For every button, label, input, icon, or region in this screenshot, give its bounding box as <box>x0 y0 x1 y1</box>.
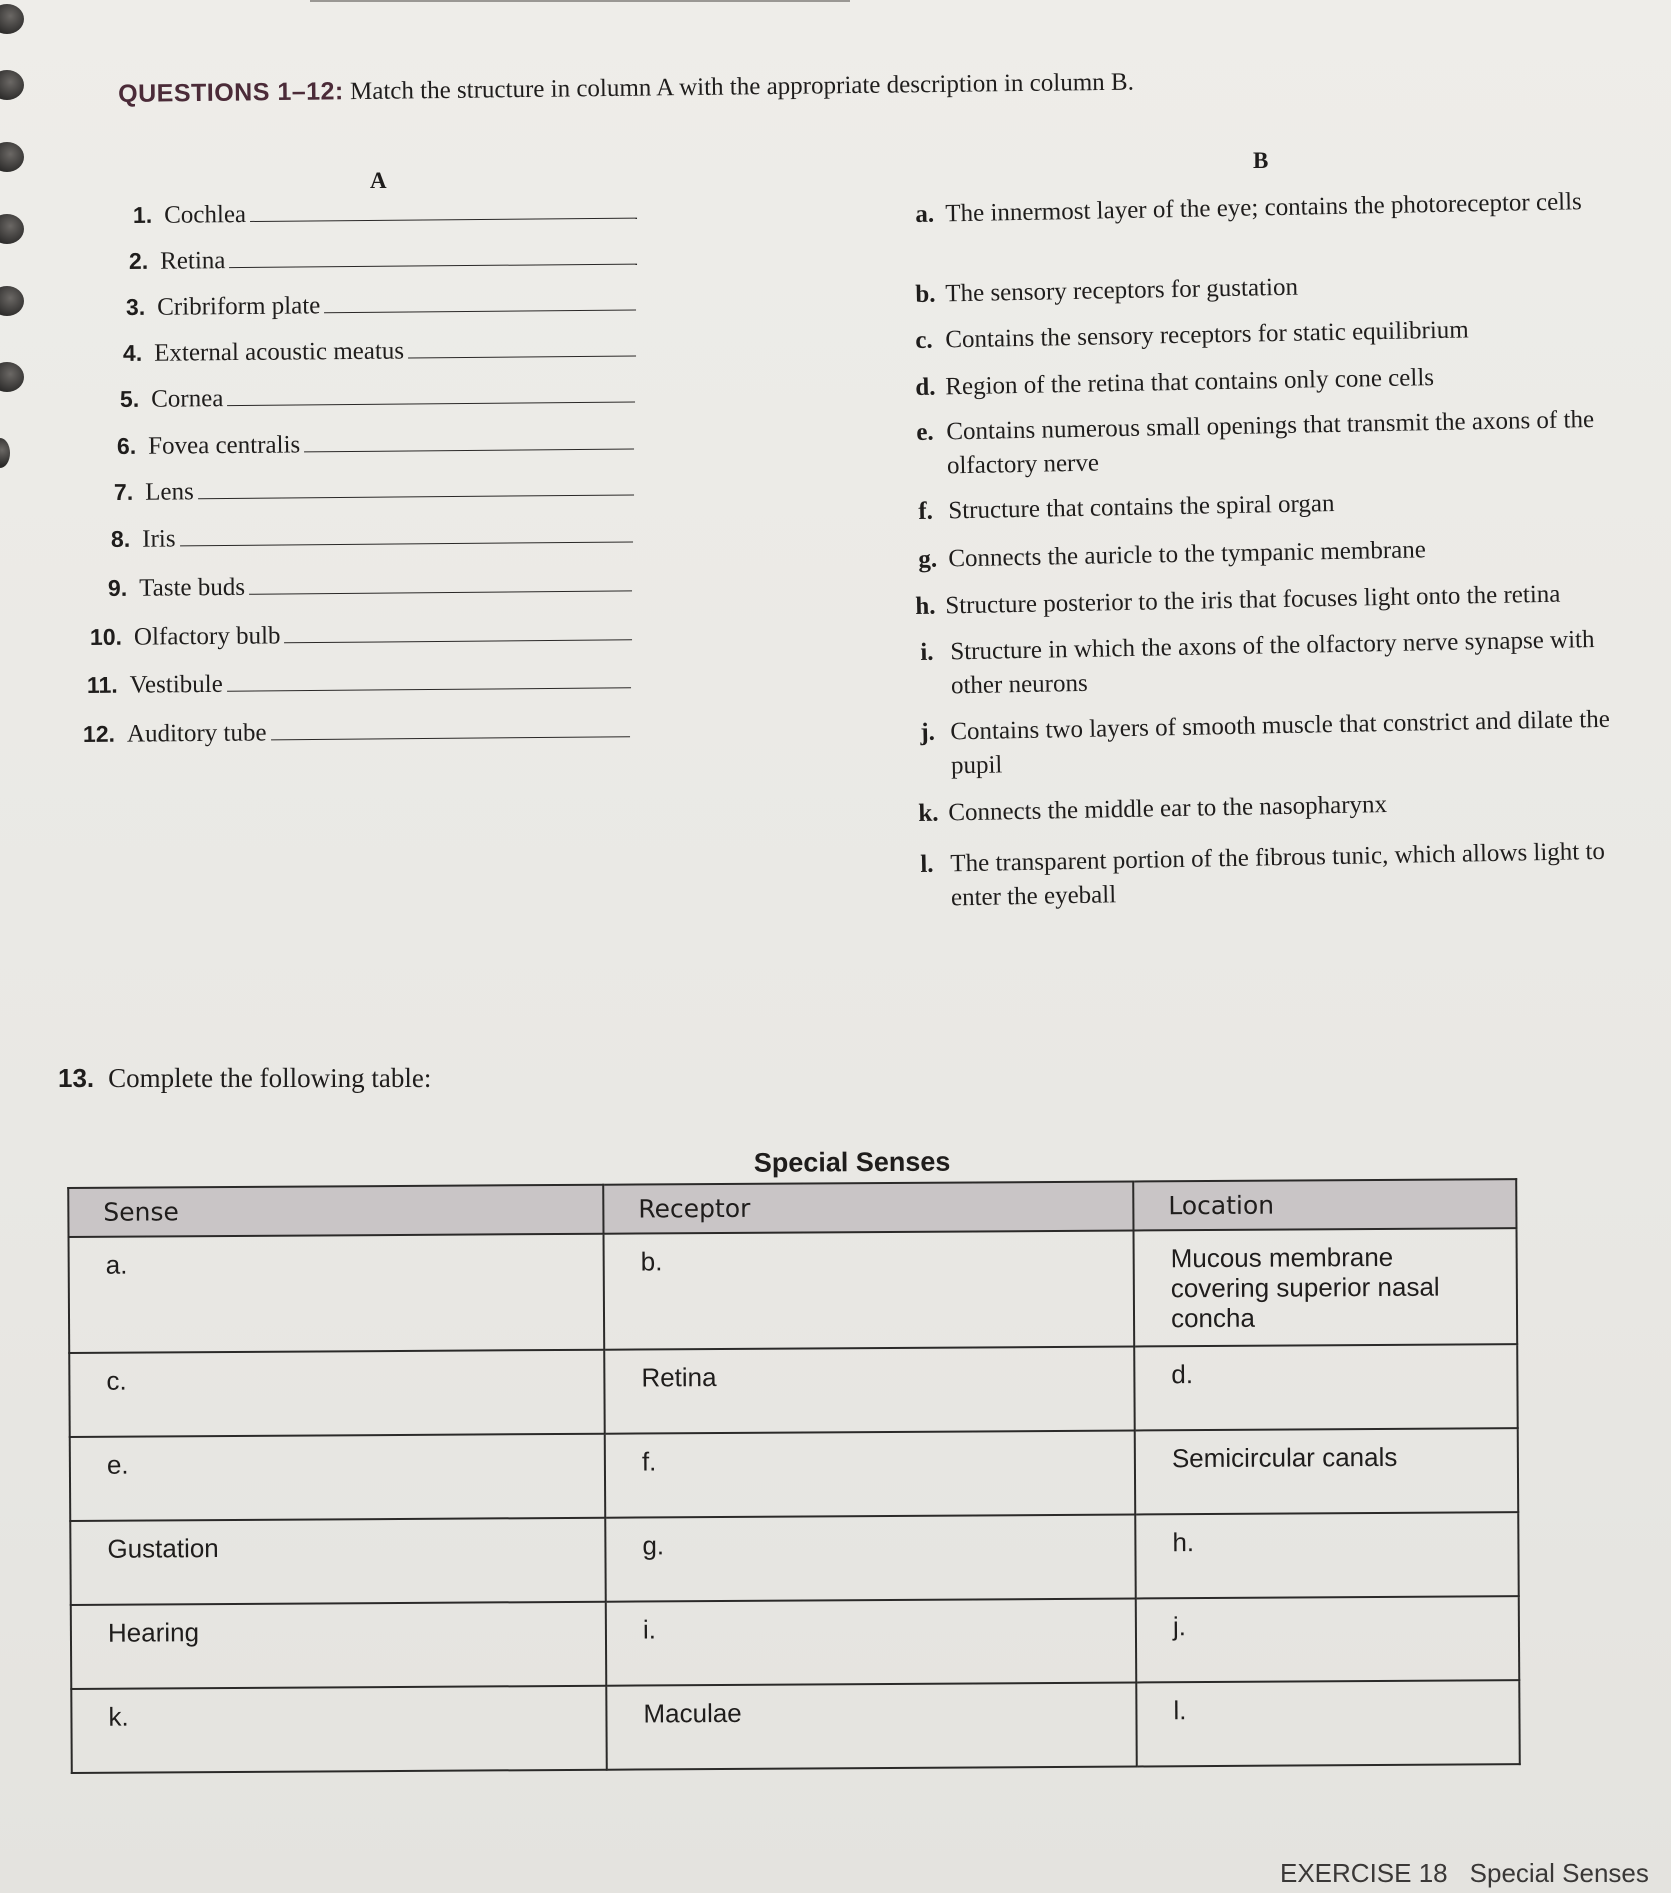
item-text: Lens <box>145 478 194 506</box>
column-b-item <box>920 834 1641 916</box>
spiral-ring <box>0 142 24 172</box>
table-row <box>71 1596 1519 1689</box>
item-text: The innermost layer of the eye; contains the photoreceptor cells <box>945 188 1583 228</box>
top-rule <box>310 0 850 2</box>
item-number: 3. <box>125 293 146 320</box>
item-text: Region of the retina that contains only cone cells <box>945 364 1435 401</box>
item-text: Cornea <box>151 385 224 413</box>
item-text: The sensory receptors for gustation <box>945 273 1299 308</box>
item-letter: f. <box>918 497 934 525</box>
table-row <box>69 1344 1517 1437</box>
spiral-ring <box>0 362 24 392</box>
table-header-row <box>68 1179 1516 1237</box>
item-text: Contains numerous small openings that transmit the axons of the olfactory nerve <box>946 405 1595 480</box>
header-sense: Sense <box>68 1185 603 1237</box>
table-cell[interactable]: e. <box>70 1434 606 1521</box>
item-number: 4. <box>122 339 143 366</box>
column-b-item <box>915 263 1671 312</box>
header-receptor: Receptor <box>603 1181 1133 1233</box>
item-letter: d. <box>915 373 936 401</box>
item-text: Structure posterior to the iris that focuses light onto the retina <box>945 580 1561 620</box>
table-cell[interactable]: Hearing <box>71 1602 607 1689</box>
column-b-item <box>915 356 1671 405</box>
column-a-item <box>117 428 634 461</box>
questions-text: Match the structure in column A with the appropriate description in column B. <box>349 68 1135 106</box>
item-text: Vestibule <box>129 670 223 699</box>
column-b-item <box>920 622 1651 704</box>
table-cell[interactable]: Gustation <box>70 1518 606 1605</box>
page-footer <box>1280 1858 1649 1889</box>
item-number: 12. <box>82 720 116 747</box>
table-row <box>71 1680 1519 1773</box>
answer-blank[interactable] <box>229 246 637 269</box>
column-a-item <box>114 474 634 507</box>
table-cell[interactable]: l. <box>1136 1680 1520 1766</box>
item-text: Contains two layers of smooth muscle that constrict and dilate the pupil <box>950 705 1611 780</box>
item-number: 6. <box>116 432 137 459</box>
item-text: Olfactory bulb <box>133 622 281 651</box>
questions-instructions <box>118 64 1418 109</box>
column-a-item <box>90 619 632 652</box>
answer-blank[interactable] <box>249 572 632 594</box>
item-text: Auditory tube <box>126 719 267 748</box>
item-text: Retina <box>160 247 226 275</box>
item-letter: c. <box>915 326 933 354</box>
item-text: External acoustic meatus <box>154 337 405 367</box>
column-a-item <box>108 570 632 603</box>
column-b-item <box>920 702 1666 784</box>
column-a-item <box>123 336 636 368</box>
table-cell[interactable]: i. <box>606 1598 1137 1685</box>
column-a-item <box>129 244 637 276</box>
item-text: The transparent portion of the fibrous tunic, which allows light to enter the eyeball <box>950 837 1606 912</box>
item-number: 7. <box>113 478 134 505</box>
footer-title: Special Senses <box>1469 1858 1649 1888</box>
table-cell[interactable]: a. <box>69 1234 605 1353</box>
spiral-ring <box>0 70 24 100</box>
column-a-item <box>87 667 631 700</box>
table-row <box>70 1512 1518 1605</box>
answer-blank[interactable] <box>408 338 636 359</box>
item-number: 8. <box>110 525 131 552</box>
questions-label: QUESTIONS 1–12: <box>118 77 344 108</box>
item-number: 11. <box>86 671 118 698</box>
answer-blank[interactable] <box>227 384 635 407</box>
item-text: Cribriform plate <box>157 292 321 321</box>
column-b-item <box>915 309 1671 358</box>
spiral-ring <box>0 438 10 468</box>
item-text: Taste buds <box>139 573 246 602</box>
item-letter: e. <box>916 418 934 446</box>
table-cell[interactable]: Maculae <box>606 1682 1137 1769</box>
question-text: Complete the following table: <box>108 1063 432 1093</box>
answer-blank[interactable] <box>179 523 633 546</box>
item-text: Iris <box>142 525 176 553</box>
table-row <box>70 1428 1518 1521</box>
answer-blank[interactable] <box>250 200 637 222</box>
item-number: 5. <box>119 385 140 412</box>
column-b-item <box>918 782 1671 831</box>
table-cell[interactable]: k. <box>71 1686 607 1773</box>
header-location: Location <box>1133 1179 1516 1230</box>
item-text: Connects the auricle to the tympanic membrane <box>948 536 1427 573</box>
table-cell[interactable]: h. <box>1135 1512 1519 1598</box>
column-a-item <box>83 716 630 749</box>
item-text: Cochlea <box>164 201 247 229</box>
footer-exercise: EXERCISE 18 <box>1280 1858 1448 1888</box>
column-a-item <box>111 521 633 554</box>
item-letter: b. <box>915 280 936 308</box>
question-number: 13. <box>58 1063 95 1093</box>
item-text: Structure in which the axons of the olfactory nerve synapse with other neurons <box>950 626 1595 700</box>
table-cell[interactable]: Semicircular canals <box>1135 1428 1519 1514</box>
table-cell[interactable]: c. <box>69 1350 605 1437</box>
table-cell[interactable]: b. <box>604 1230 1135 1349</box>
column-b-item <box>918 480 1671 529</box>
item-letter: l. <box>920 850 934 878</box>
spiral-ring <box>0 286 24 316</box>
answer-blank[interactable] <box>227 669 631 692</box>
table-title: Special Senses <box>753 1146 951 1178</box>
item-letter: h. <box>915 592 936 620</box>
table-row <box>69 1228 1518 1353</box>
answer-blank[interactable] <box>284 621 632 643</box>
table-cell[interactable]: Retina <box>604 1346 1135 1433</box>
special-senses-table-wrap <box>67 1143 1521 1774</box>
column-b-item <box>918 528 1671 577</box>
table-cell[interactable]: d. <box>1134 1344 1518 1430</box>
column-b-item <box>916 402 1662 484</box>
item-letter: j. <box>920 718 936 746</box>
table-cell[interactable]: g. <box>605 1514 1136 1601</box>
column-a-heading: A <box>370 168 387 193</box>
spiral-ring <box>0 4 24 34</box>
answer-blank[interactable] <box>270 718 630 740</box>
column-a-item <box>133 198 637 230</box>
table-cell[interactable]: Mucous membrane covering superior nasal concha <box>1133 1228 1517 1346</box>
column-a-item <box>120 382 635 414</box>
item-number: 10. <box>89 623 123 650</box>
item-letter: a. <box>915 200 935 228</box>
answer-blank[interactable] <box>324 292 636 314</box>
spiral-ring <box>0 214 24 244</box>
column-b-heading: B <box>1253 148 1269 173</box>
item-text: Connects the middle ear to the nasopharynx <box>948 791 1388 827</box>
table-cell[interactable]: j. <box>1136 1596 1520 1682</box>
item-letter: g. <box>918 545 938 573</box>
item-letter: i. <box>920 638 934 666</box>
column-b-item <box>915 575 1671 624</box>
special-senses-table <box>67 1178 1521 1774</box>
column-b-item <box>915 185 1606 232</box>
item-text: Fovea centralis <box>148 431 301 460</box>
answer-blank[interactable] <box>198 476 634 499</box>
spiral-binding <box>0 0 30 470</box>
column-a-item <box>126 290 636 322</box>
item-text: Structure that contains the spiral organ <box>948 490 1335 525</box>
item-number: 2. <box>128 247 149 274</box>
item-letter: k. <box>918 799 939 827</box>
item-number: 9. <box>107 574 128 601</box>
item-number: 1. <box>132 201 153 228</box>
table-cell[interactable]: f. <box>605 1430 1136 1517</box>
item-text: Contains the sensory receptors for static equilibrium <box>945 316 1469 354</box>
question-13 <box>58 1063 431 1094</box>
answer-blank[interactable] <box>304 430 634 452</box>
